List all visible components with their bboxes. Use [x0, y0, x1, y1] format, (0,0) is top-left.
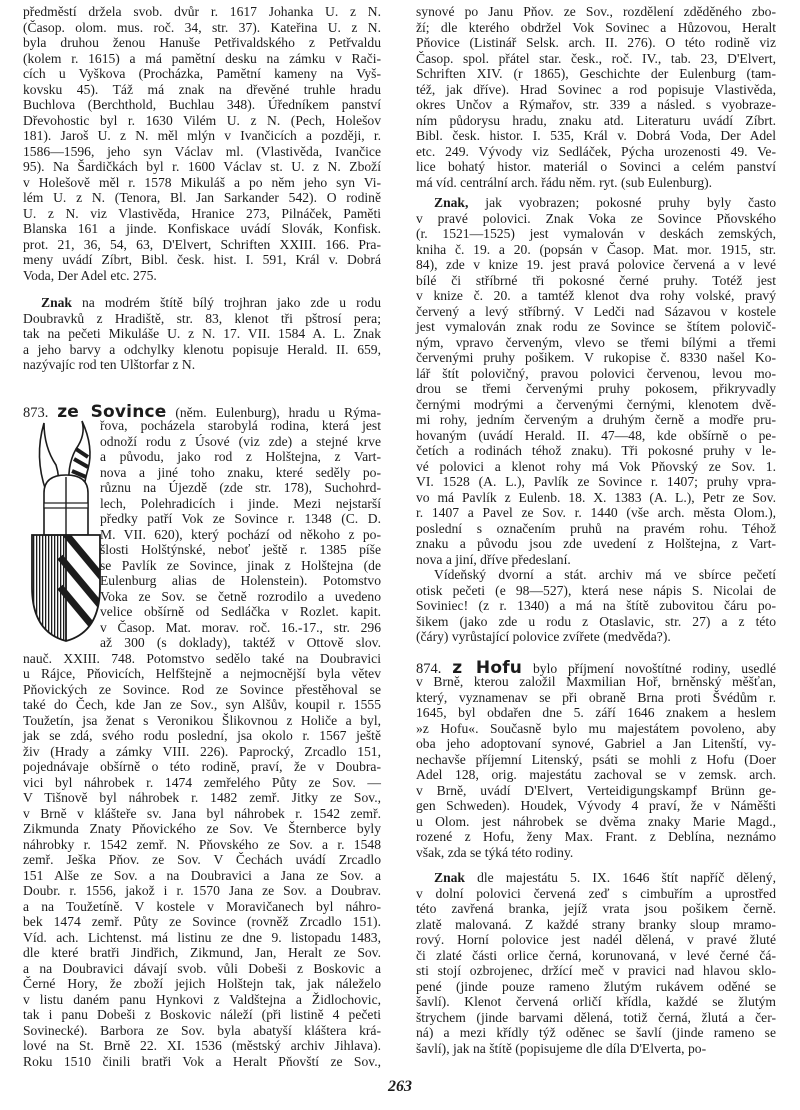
- line-text: jak vyobrazen; pokosné pruhy byly často: [468, 195, 776, 210]
- text-line: [416, 128, 776, 144]
- text-line: [416, 459, 776, 475]
- text-line: [416, 428, 776, 444]
- line-text: štrychem (jinde barvami dělená, totiž černá, žlutá a čer-: [416, 1009, 776, 1025]
- arms-paragraph: [416, 195, 776, 567]
- line-text: Doubr. r. 1556, jakož i r. 1570 Jana ze Sov. a Doubrav.: [23, 883, 381, 898]
- line-text: též, jak dříve). Hrad Sovinec a rod popisuje Vlastivěda,: [416, 81, 776, 97]
- line-text: 95). Na Šardičkách byl r. 1600 Václav st. U. z N. Zboží: [23, 159, 381, 174]
- line-text: VI. 1528 (A. L.), Pavlík ze Sovince r. 1407; pruhy vpra-: [416, 474, 776, 489]
- line-text: v Časop. Mat. morav. roč. 16.-17., str. 296: [100, 619, 381, 635]
- text-line: [23, 682, 381, 698]
- text-line: [416, 783, 776, 799]
- text-line: [23, 899, 381, 915]
- entry-874: [416, 659, 776, 861]
- text-line: [23, 357, 381, 373]
- line-text: náhrobky r. 1542 zemř. N. Pňovského ze Sov. a r. 1548: [23, 836, 381, 852]
- text-line: [23, 20, 381, 36]
- text-line: [23, 175, 381, 191]
- line-text: Schriften XIV. (r 1865), Geschichte der Eulenburg (tam-: [416, 66, 776, 81]
- line-text: M. VII. 620), který pochází od někoho z po-: [100, 526, 381, 542]
- line-text: (něm. Eulenburg), hradu u Rýma-: [166, 404, 381, 420]
- line-text: Zikmunda Znaty Pňovického ze Sov. Ve Šternberce byly: [23, 821, 381, 836]
- entry-873: [23, 403, 381, 1070]
- line-text: předky patří Vok ze Sovince r. 1348 (C. D.: [100, 511, 381, 526]
- text-line: [23, 159, 381, 175]
- line-text: bylo příjmení novoštítné rodiny, usedlé: [522, 660, 777, 676]
- line-text: U. z N. viz Vlastivěda, Hranice 273, Pilnáček, Paměti: [23, 205, 381, 221]
- line-text: vé polovici a klenot rohy má Vok Pňovský ze Sov. 1.: [416, 458, 776, 474]
- text-line: [416, 1041, 776, 1057]
- text-line: [416, 97, 776, 113]
- line-text: kovsku 45). Táž má znak na dřevěné truhle hradu: [23, 81, 381, 97]
- text-line: [416, 304, 776, 320]
- text-line: [416, 870, 776, 886]
- line-text: 84), zde v knize 19. jest pravá polovice červená a v levé: [416, 257, 776, 272]
- line-text: a na Doubravici dávají svob. vůli Dobeši z Boskovic a: [23, 960, 381, 976]
- text-line: [416, 629, 776, 645]
- text-line: [23, 666, 381, 682]
- line-text: Soviniec! (z r. 1340) a má na štítě zubovitou čáru po-: [416, 598, 776, 613]
- line-text: rozené z Hofu, ženy Max. Frant. z Deblína, neznámo: [416, 829, 776, 844]
- line-text: u Rájce, Pňovicích, Helfštejně a nejmocnější byla větev: [23, 666, 381, 681]
- line-text: zemř. Ješka Pňov. ze Sov. V Čechách uvádí Zrcadlo: [23, 852, 381, 867]
- line-text: lém U. z N. (Tenora, Bl. Jan Sarkander 542). O rodině: [23, 190, 381, 205]
- line-text: gen Schweden). Houdek, Vývody 4 praví, že v Náměšti: [416, 798, 776, 813]
- right-column: [416, 4, 776, 1056]
- line-text: lové na St. Brně 22. XI. 1536 (městský archiv Jihlava).: [23, 1038, 381, 1053]
- text-line: [23, 992, 381, 1008]
- line-text: jest vymalován znak rodu ze Sovince se štítem polovič-: [416, 319, 776, 334]
- text-line: [416, 932, 776, 948]
- text-line: [416, 583, 776, 599]
- text-line: [23, 1054, 381, 1070]
- line-text: ná) a mezi křídly týž oděnec se šavlí (jinde rameno se: [416, 1025, 776, 1040]
- text-line: [416, 552, 776, 568]
- text-line: [23, 744, 381, 760]
- line-text: Voka ze Sov. se četně rozrodilo a uvedeno: [100, 588, 381, 604]
- text-line: [23, 97, 381, 113]
- text-line: [23, 4, 381, 20]
- text-line: [416, 335, 776, 351]
- text-line: [416, 705, 776, 721]
- line-text: etc. 249. Vývody viz Sedláček, Pýcha urozenosti 49. Ve-: [416, 143, 776, 159]
- text-line: [23, 759, 381, 775]
- text-line: [416, 144, 776, 160]
- text-line: [416, 614, 776, 630]
- line-text: předměstí držela svob. dvůr r. 1617 Johanka U. z N.: [23, 4, 381, 19]
- text-line: [416, 211, 776, 227]
- text-line: [23, 914, 381, 930]
- text-line: [416, 721, 776, 737]
- text-line: [416, 159, 776, 175]
- text-line: [23, 883, 381, 899]
- text-line: [416, 82, 776, 98]
- text-line: [23, 713, 381, 729]
- line-text: »z Hofu«. Současně bylo mu majestátem povoleno, aby: [416, 720, 776, 736]
- text-line: [23, 206, 381, 222]
- text-line: [416, 35, 776, 51]
- text-line: [23, 268, 381, 284]
- line-text: jak se zdá, svého rodu poslední, jsa okolo r. 1567 ještě: [23, 728, 381, 743]
- line-text: byla druhou ženou Hanuše Petřivaldského z Petřvaldu: [23, 35, 381, 50]
- line-text: odnoží rodu z Úsové (viz zde) a stejné krve: [100, 433, 381, 449]
- text-line: [416, 829, 776, 845]
- text-line: [416, 1010, 776, 1026]
- line-text: nova a jiní, dříve předeslaní.: [416, 551, 571, 567]
- text-line: [23, 775, 381, 791]
- line-text: Adel 128, orig. majestátu zachoval se v zemsk. arch.: [416, 767, 776, 782]
- line-text: v knize č. 20. a tamtéž klenot dva rohy volské, pravý: [416, 288, 776, 303]
- text-line: [416, 1025, 776, 1041]
- text-line: [416, 567, 776, 583]
- text-line: [416, 397, 776, 413]
- line-text: bek 1474 zemř. Půty ze Sovince (rovněž Zrcadlo 151).: [23, 914, 381, 929]
- line-text: v Brně v klášteře sv. Jana byl náhrobek r. 1542 zemř.: [23, 805, 381, 821]
- line-text: 151 Alše ze Sov. a na Doubravici a Jana ze Sov. a: [23, 867, 381, 883]
- line-text: meny uvádí Zíbrt, Bibl. česk. hist. I. 591, Král v. Dobrá: [23, 252, 381, 267]
- line-text: V Tišnově byl náhrobek r. 1482 zemř. Jitky ze Sov.,: [23, 790, 381, 805]
- text-line: [23, 728, 381, 744]
- line-text: nazývajíc rod ten Ulštorfar z N.: [23, 357, 196, 372]
- text-line: [416, 350, 776, 366]
- text-line: [23, 945, 381, 961]
- text-line: [416, 963, 776, 979]
- text-line: [416, 598, 776, 614]
- text-line: [23, 128, 381, 144]
- text-line: [23, 697, 381, 713]
- line-text: šavlí), jak na štítě (popisujeme dle díla D'Elverta, po-: [416, 1040, 707, 1056]
- line-text: Voda, Der Adel etc. 275.: [23, 267, 157, 283]
- line-text: Eulenburg alias de Holenstein). Potomstvo: [100, 573, 381, 588]
- line-text: vo má Pavlík z Eulenb. 18. X. 1383 (A. L.), Petr ze Sov.: [416, 489, 776, 505]
- line-text: se Pavlík ze Sovince, jinak z Holštejna (de: [100, 557, 381, 573]
- text-line: [23, 1007, 381, 1023]
- text-line: [23, 806, 381, 822]
- line-text: Doubravků z Hradiště, str. 83, klenot tři pštrosí pera;: [23, 310, 381, 326]
- text-line: [23, 35, 381, 51]
- line-text: na modrém štítě bílý trojhran jako zde u rodu: [71, 295, 381, 310]
- line-text: Roku 1510 činili bratři Vok a Heralt Pňovští ze Sov.,: [23, 1053, 381, 1069]
- text-line: [416, 994, 776, 1010]
- line-text: této zavřená branka, jejíž vrata jsou pošikem černě.: [416, 901, 776, 916]
- line-text: poslední s označením pruhů na pravém rohu. Téhož: [416, 520, 776, 536]
- line-text: šavlí). Klenot červená orličí křídla, každé se žlutým: [416, 994, 776, 1009]
- text-line: [416, 845, 776, 861]
- line-text: 1645, byl obdařen dne 5. září 1646 znakem a heslem: [416, 705, 776, 720]
- text-line: [416, 490, 776, 506]
- text-line: [416, 674, 776, 690]
- text-line: [23, 961, 381, 977]
- line-text: Buchlova (Berchthold, Buchlau 348). Úředníkem panství: [23, 97, 381, 112]
- line-text: který, vyznamenav se při obraně Brna proti Švédům r.: [416, 689, 776, 705]
- line-text: tak i panu Dobeši z Boskovic náleží (při listině 4 pečeti: [23, 1007, 381, 1022]
- text-line: [23, 976, 381, 992]
- line-text: u Olom. jest náhrobek se dvěma znaky Marie Magd.,: [416, 813, 776, 829]
- text-line: [23, 326, 381, 342]
- text-line: [23, 66, 381, 82]
- text-line: [416, 273, 776, 289]
- text-line: [416, 536, 776, 552]
- entry-number: 874.: [416, 660, 442, 677]
- line-text: lář štít polovičný, pravou polovici červenou, levou mo-: [416, 365, 776, 381]
- line-text: 1586—1596, jeho syn Václav ml. (Vlastivěda, Ivančice: [23, 143, 381, 159]
- entry-name: z Hofu: [452, 657, 523, 678]
- line-text: živ (Hrady a zámky VIII. 226). Paprocký, Zrcadlo 151,: [23, 743, 381, 759]
- line-text: také do Čech, kde Jan ze Sov., syn Alšův, koupil r. 1555: [23, 697, 381, 712]
- line-text: však, zda se týká této rodiny.: [416, 844, 574, 860]
- text-line: [416, 474, 776, 490]
- line-text: ním půdorysu hradu, znaku atd. Literaturu uvádí Zíbrt.: [416, 112, 776, 128]
- text-line: [416, 175, 776, 191]
- line-text: bílé či stříbrné tři pokosné černé pruhy. Totéž jest: [416, 272, 776, 288]
- line-text: nova a jiné toho znaku, které seděly po-: [100, 464, 381, 480]
- text-line: [416, 886, 776, 902]
- line-text: nechavše příjemní Litenský, psáti se mohli z Hofu (Doer: [416, 751, 776, 767]
- line-text: v pravé polovici. Znak Voka ze Sovince Pňovského: [416, 210, 776, 226]
- line-text: kniha č. 19. a 20. (popsán v Časop. Mat. mor. 1915, str.: [416, 241, 776, 257]
- text-line: [416, 814, 776, 830]
- entry-number: 873.: [23, 404, 49, 421]
- text-line: [416, 242, 776, 258]
- paragraph: [416, 4, 776, 190]
- text-line: [416, 257, 776, 273]
- line-text: Pňovických ze Sovince. Rod ze Sovince přestěhoval se: [23, 681, 381, 697]
- text-line: [23, 1023, 381, 1039]
- page-number: 263: [388, 1078, 412, 1095]
- line-text: řova, pocházela starobylá rodina, která jest: [100, 418, 381, 433]
- line-text: velice obšírně od Sedláčka v Rozlet. kapit.: [100, 604, 381, 619]
- text-line: [416, 195, 776, 211]
- line-text: nauč. XXIII. 748. Potomstvo sedělo také na Doubravici: [23, 650, 381, 666]
- text-line: [23, 311, 381, 327]
- text-line: [23, 82, 381, 98]
- text-line: [416, 20, 776, 36]
- line-text: v Brně, kterou založil Maxmilian Hoř, brněnský měšťan,: [416, 674, 776, 689]
- line-text: Víd. ach. Lichtenst. má listinu ze dne 9. listopadu 1483,: [23, 929, 381, 945]
- archive-paragraph: [416, 567, 776, 645]
- text-line: [416, 443, 776, 459]
- line-text: znaku a původu jsou zde uvedení z Holštejna, z Vart-: [416, 536, 776, 551]
- text-line: [23, 113, 381, 129]
- line-text: dle majestátu 5. IX. 1646 štít napříč dělený,: [464, 870, 776, 885]
- text-line: [416, 381, 776, 397]
- line-text: oba jeho adoptovaní synové, Gabriel a Jan Litenští, vy-: [416, 736, 776, 751]
- text-line: [416, 366, 776, 382]
- line-text: pojednávaje obšírně o této rodině, praví, že v Doubra-: [23, 759, 381, 774]
- text-line: [416, 948, 776, 964]
- line-text: až 300 (s doklady), taktéž v Ottově slov.: [100, 635, 381, 650]
- text-line: [23, 868, 381, 884]
- line-text: Bibl. česk. histor. I. 535, Král v. Dobrá Voda, Der Adel: [416, 128, 776, 143]
- line-text: červenými pruhy pošikem. V rukopise č. 8330 našel Ko-: [416, 350, 776, 365]
- text-line: [416, 113, 776, 129]
- line-text: Toužetín, jsa ženat s Veronikou Šlikovnou z Holiče a byl,: [23, 712, 381, 728]
- line-text: Pňovice (Listinář Selsk. arch. II. 276). O této rodině viz: [416, 35, 776, 50]
- line-text: vici byl náhrobek r. 1474 zemřelého Půty ze Sov. —: [23, 774, 381, 790]
- text-line: [416, 319, 776, 335]
- coat-of-arms-icon: [30, 417, 102, 642]
- text-line: [23, 295, 381, 311]
- line-text: různu na Újezdě (zde str. 178), Suchohrd-: [100, 480, 381, 495]
- line-text: sti stojí ozbrojenec, držící meč v pravici nad hlavou sklo-: [416, 963, 776, 978]
- line-text: či zlaté části orlice černá, korunovaná, v levé černé čá-: [416, 947, 776, 963]
- line-text: (Časop. olom. mus. roč. 34, str. 37). Kateřina U. z N.: [23, 19, 381, 35]
- text-line: [416, 505, 776, 521]
- line-text: cích u Vyškova (Procházka, Pamětní kameny na Vyš-: [23, 66, 381, 81]
- line-text: a na Toužetíně. V kostele v Moravičanech byl náhro-: [23, 898, 381, 914]
- line-text: pené (jinde pouze rameno žlutým rukávem oděné se: [416, 978, 776, 994]
- line-text: červený a levý stříbrný. V Ledči nad Sázavou v kostele: [416, 303, 776, 319]
- text-line: [23, 190, 381, 206]
- line-text: lice bohatý histor. materiál o Sovinci a celém panství: [416, 159, 776, 174]
- line-text: lech, Polehradicích i jinde. Mezi nejstarší: [100, 495, 381, 511]
- text-line: [416, 752, 776, 768]
- line-text: černými modrými a červenými černými, klenotem dvě-: [416, 396, 776, 412]
- line-text: drou se třemi červenými pruhy pokosem, přikryvadly: [416, 381, 776, 396]
- line-text: (kolem r. 1615) a má pamětní desku na zámku v Rači-: [23, 50, 381, 66]
- text-line: [23, 930, 381, 946]
- text-line: [416, 51, 776, 67]
- line-text: prot. 21, 36, 54, 63, D'Elvert, Schriften XXIII. 166. Pra-: [23, 236, 381, 252]
- text-line: [416, 412, 776, 428]
- text-line: [23, 837, 381, 853]
- left-column: [23, 4, 381, 1069]
- line-text: (čáry) vyrůstající polovice zvířete (medvěda?).: [416, 629, 671, 644]
- line-text: mi rohy, jedním červeným a druhým černě a modře pru-: [416, 412, 776, 427]
- line-text: v Holešově měl r. 1578 Mikuláš a po něm jeho syn Vi-: [23, 174, 381, 190]
- section-lead: Znak: [434, 870, 465, 885]
- line-text: ným, vpravo červeným, vlevo se třemi bílými a třemi: [416, 334, 776, 350]
- line-text: Černé Hory, že zboží jejich Holštejn tak, jak náleželo: [23, 976, 381, 991]
- line-text: tak na pečeti Mikuláše U. z N. 17. VII. 1584 A. L. Znak: [23, 326, 381, 341]
- line-text: zlatě malovaná. Z každé strany branky sloup mramo-: [416, 916, 776, 932]
- text-line: [416, 901, 776, 917]
- line-text: dle které bratři Jindřich, Zikmund, Jan, Heralt ze Sov.: [23, 945, 381, 960]
- text-line: [416, 66, 776, 82]
- text-line: [416, 979, 776, 995]
- text-line: [416, 690, 776, 706]
- line-text: r. 1407 a Pavel ze Sov. r. 1440 (vše arch. města Olom.),: [416, 505, 776, 520]
- line-text: šlosti Holštýnské, neboť ještě r. 1385 píše: [100, 542, 381, 557]
- line-text: rový. Horní polovice jest nadél dělená, v pravé žluté: [416, 932, 776, 947]
- arms-paragraph: [416, 870, 776, 1056]
- line-text: a původu, jako rod z Holštejna, z Vart-: [100, 449, 381, 464]
- arms-paragraph: [23, 295, 381, 373]
- entry-name: ze Sovince: [57, 401, 167, 422]
- section-lead: Znak,: [434, 195, 469, 210]
- text-line: [416, 767, 776, 783]
- text-line: [23, 237, 381, 253]
- line-text: četích a rodinách téhož znaku). Tři pokosné pruhy v le-: [416, 443, 776, 458]
- text-line: [23, 852, 381, 868]
- line-text: Vídeňský dvorní a stát. archiv má ve sbírce pečetí: [434, 567, 776, 582]
- text-line: [23, 51, 381, 67]
- text-line: [416, 917, 776, 933]
- text-line: [23, 252, 381, 268]
- text-line: [23, 221, 381, 237]
- line-text: v listu daném panu Hynkovi z Valdštejna a Židlochovic,: [23, 991, 381, 1007]
- section-lead: Znak: [41, 295, 72, 310]
- line-text: okres Unčov a Rýmařov, str. 339 a násled. s vyobraze-: [416, 97, 776, 112]
- line-text: ží; dle kterého obdržel Vok Sovinec a Hůzovou, Heralt: [416, 19, 776, 35]
- line-text: v Brně, uvádí D'Elvert, Verteidigungskampf Brünn ge-: [416, 782, 776, 798]
- text-line: [23, 651, 381, 667]
- line-text: Sovinecké). Barbora ze Sov. byla abatyší kláštera krá-: [23, 1022, 381, 1038]
- line-text: (r. 1521—1525) jest vymalován v deskách zemských,: [416, 226, 776, 241]
- text-line: [23, 790, 381, 806]
- text-line: [416, 226, 776, 242]
- text-line: [416, 798, 776, 814]
- paragraph: [23, 4, 381, 283]
- line-text: Blanska 161 a jinde. Konfiskace uvádí Slovák, Konfisk.: [23, 221, 381, 236]
- text-line: [416, 521, 776, 537]
- text-line: [416, 4, 776, 20]
- line-text: synové po Janu Pňov. ze Sov., rozdělení zděděného zbo-: [416, 4, 776, 19]
- text-line: [23, 144, 381, 160]
- line-text: a jeho barvy a odchylky klenotu popisuje Herald. II. 659,: [23, 341, 381, 357]
- line-text: v dolní polovici červená zeď s cimbuřím a uprostřed: [416, 885, 776, 901]
- text-line: [23, 342, 381, 358]
- text-line: [23, 1038, 381, 1054]
- text-line: [416, 288, 776, 304]
- line-text: hovaným (uvádí Herald. II. 47—48, kde obšírně o pe-: [416, 427, 776, 443]
- line-text: 181). Jaroš U. z N. měl mlýn v Ivančicích a později, r.: [23, 128, 381, 143]
- line-text: Dřevohostic byl r. 1630 Vilém U. z N. (Pech, Holešov: [23, 112, 381, 128]
- text-line: [416, 736, 776, 752]
- line-text: Časop. spol. přátel star. česk., roč. IV., tab. 23, D'Elvert,: [416, 50, 776, 66]
- line-text: šikem (jako zde u rodu z Otaslavic, str. 27) a z této: [416, 613, 776, 629]
- line-text: má víd. centrální arch. řádu něm. ryt. (sub Eulenburg).: [416, 174, 713, 190]
- text-line: [23, 821, 381, 837]
- line-text: otisk pečeti (e 98—527), která nese nápis S. Nicolai de: [416, 582, 776, 598]
